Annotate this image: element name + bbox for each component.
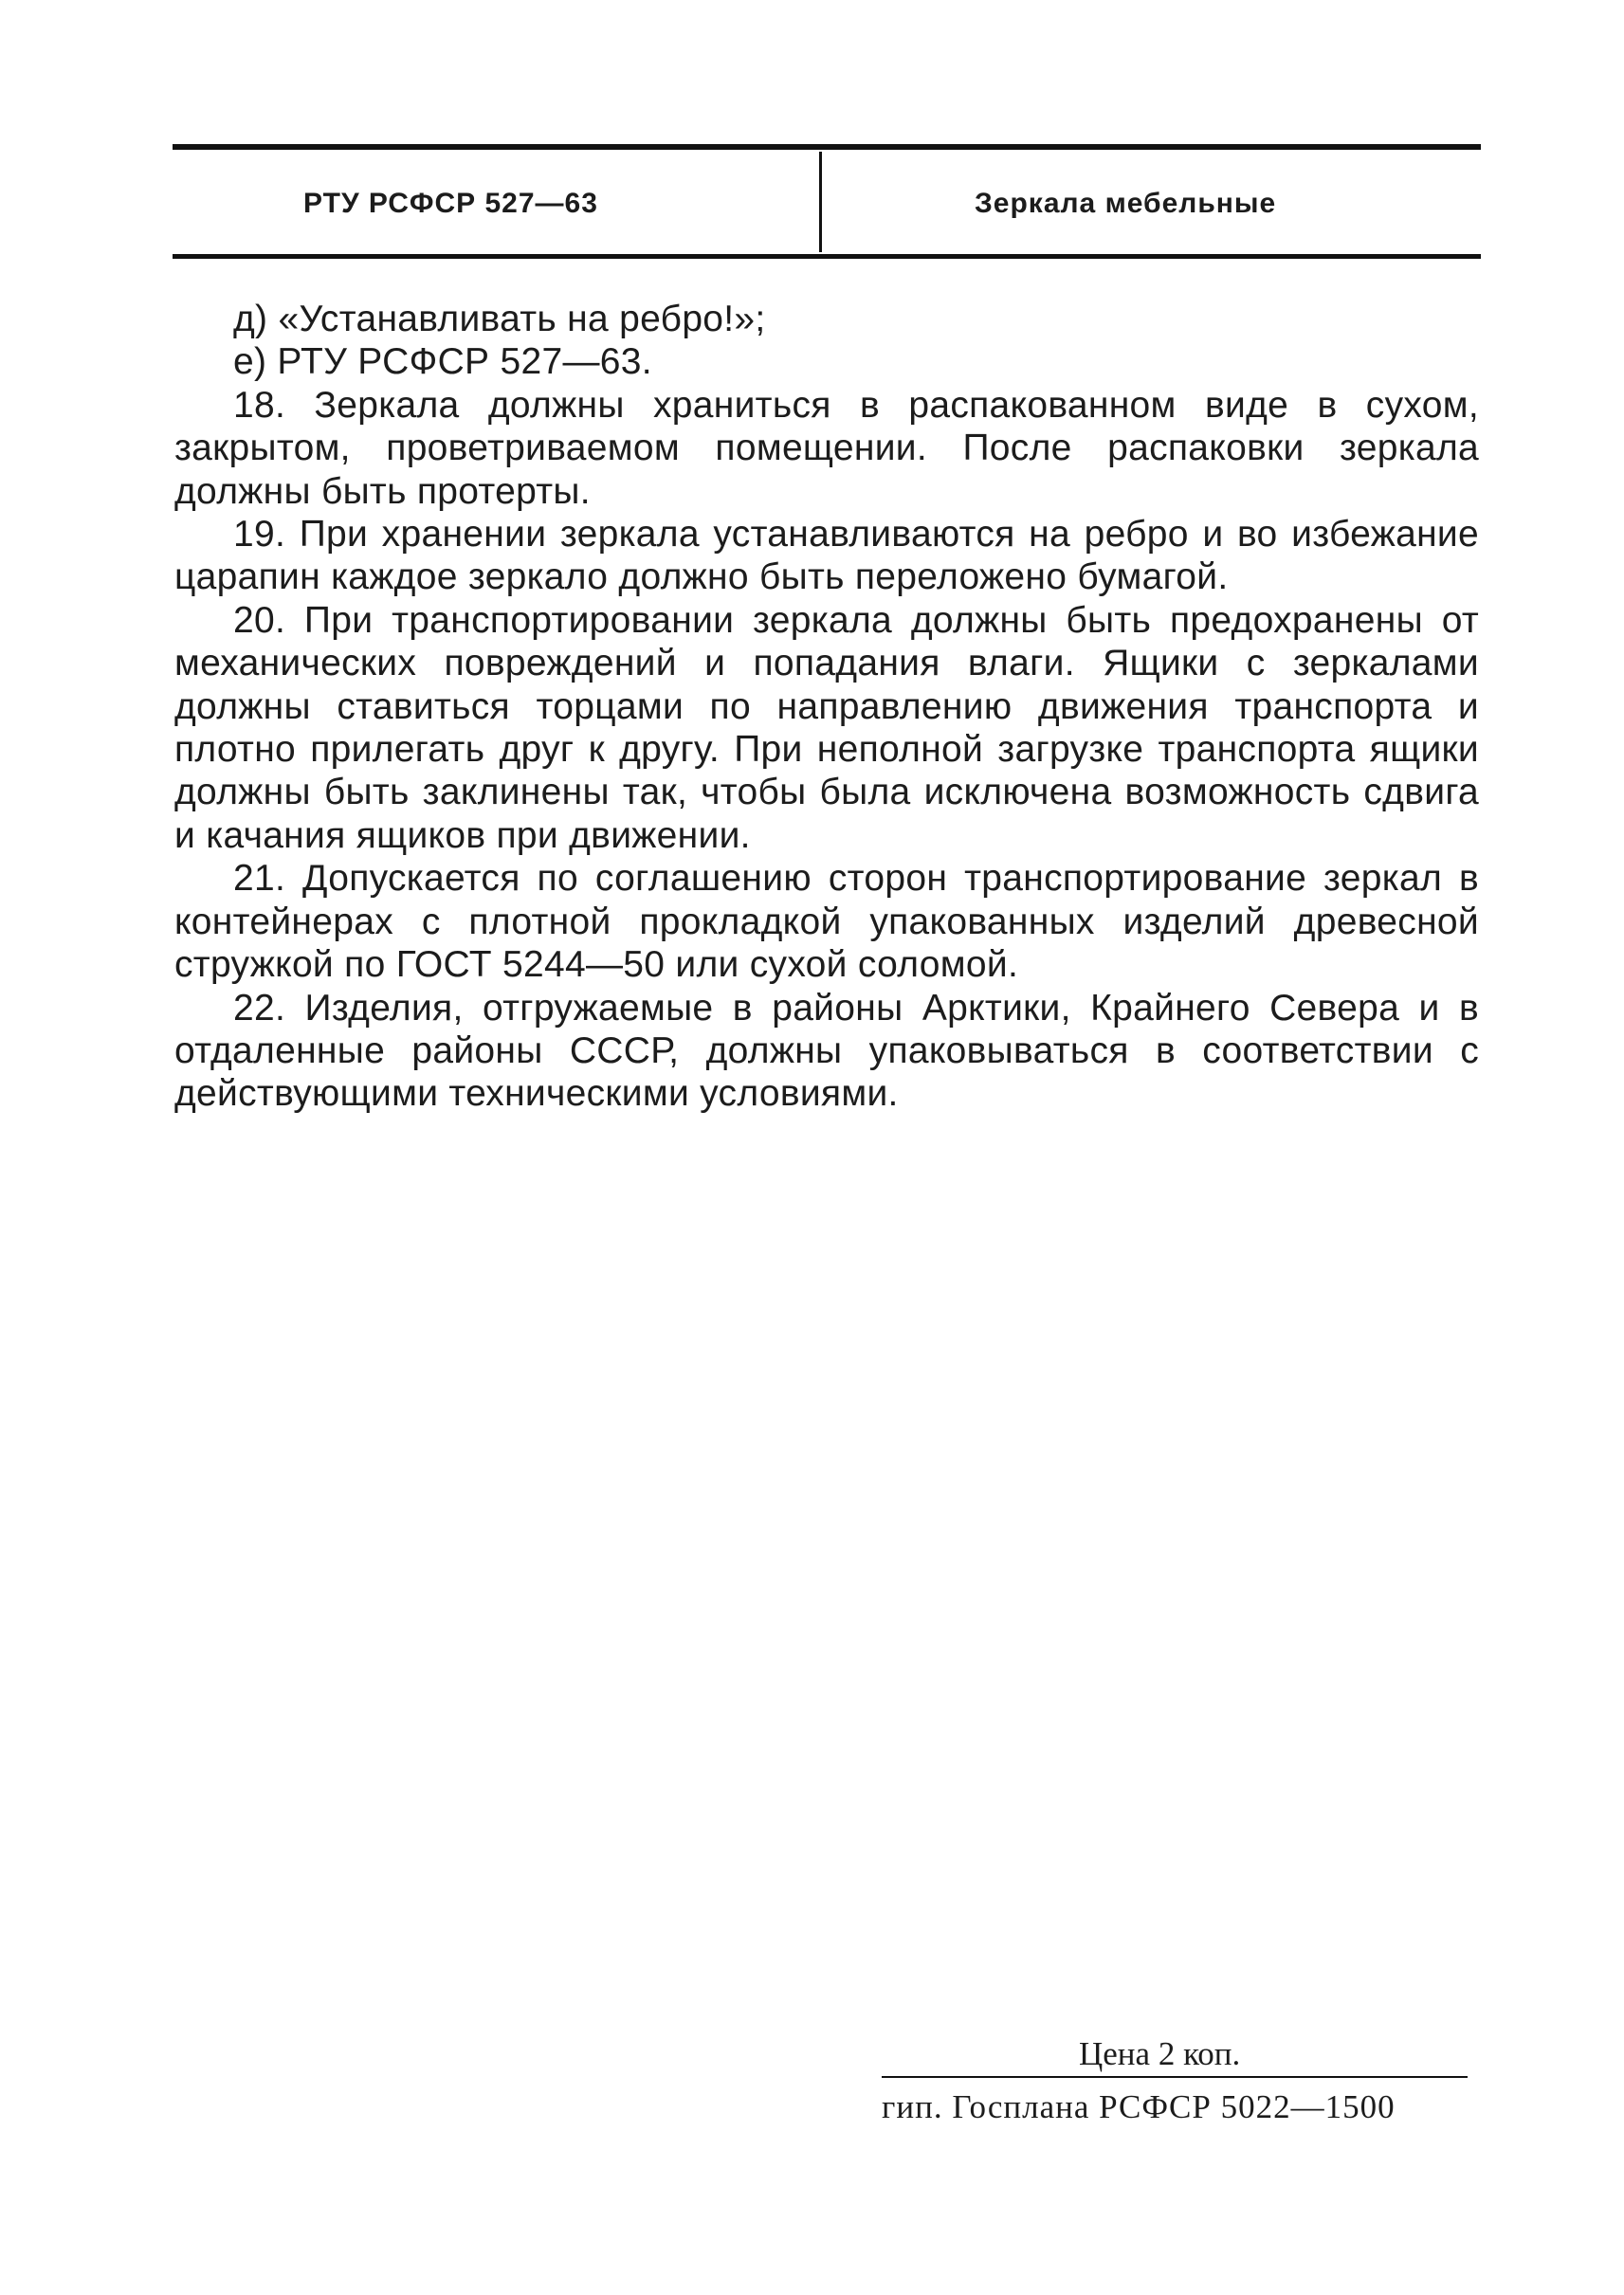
document-title: Зеркала мебельные [975,188,1277,219]
header-bottom-rule [173,254,1481,259]
document-body [174,298,1479,1116]
header-divider [819,152,822,252]
paragraph-marking-d: д) «Устанавливать на ребро!»; [233,299,766,339]
paragraph-20: 20. При транспортировании зеркала должны быть предохранены от механических повреждений и попадания влаги. Ящики с зеркалами должны ставиться торцами по направлению движения транспорта и плотно прилегать друг к другу. При неполной загрузке транспорта ящики должны быть заклинены так, чтобы была исключена возможность сдвига и качания ящиков при движении. [174,599,1479,856]
footer-rule [882,2076,1468,2078]
paragraph-22: 22. Изделия, отгружаемые в районы Арктики, Крайнего Севера и в отдаленные районы СССР, должны упаковываться в соответствии с действующими техническими условиями. [174,987,1479,1115]
header-top-rule [173,144,1481,150]
price-label: Цена 2 коп. [1079,2035,1241,2072]
paragraph-18: 18. Зеркала должны храниться в распакованном виде в сухом, закрытом, проветриваемом помещении. После распаковки зеркала должны быть протерты. [174,384,1479,512]
document-code: РТУ РСФСР 527—63 [303,188,598,219]
printer-imprint: гип. Госплана РСФСР 5022—1500 [882,2088,1396,2125]
paragraph-19: 19. При хранении зеркала устанавливаются на ребро и во избежание царапин каждое зеркало должно быть переложено бумагой. [174,514,1479,598]
paragraph-21: 21. Допускается по соглашению сторон транспортирование зеркал в контейнерах с плотной прокладкой упакованных изделий древесной стружкой по ГОСТ 5244—50 или сухой соломой. [174,858,1479,986]
paragraph-marking-e: е) РТУ РСФСР 527—63. [233,341,652,383]
